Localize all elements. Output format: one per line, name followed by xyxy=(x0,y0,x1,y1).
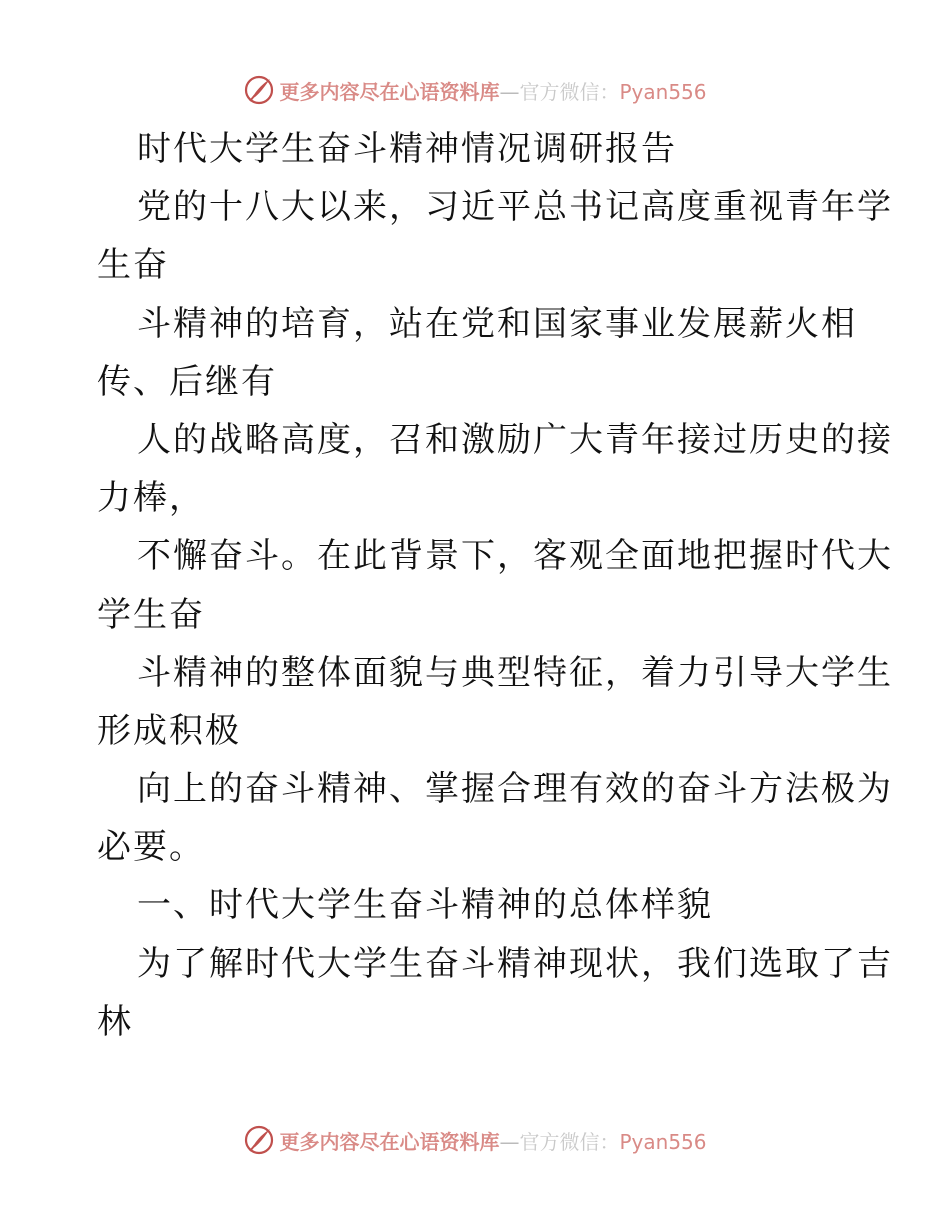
feather-pen-logo-icon xyxy=(243,74,275,106)
paragraph-line: 不懈奋斗。在此背景下，客观全面地把握时代大 xyxy=(137,536,893,577)
banner-brand-text: 更多内容尽在心语资料库 xyxy=(279,79,500,104)
paragraph-line: 形成积极 xyxy=(97,710,241,751)
footer-watermark-banner xyxy=(0,1122,950,1158)
paragraph-line: 学生奋 xyxy=(97,594,205,635)
header-watermark-banner xyxy=(0,72,950,108)
paragraph-line: 传、后继有 xyxy=(97,361,277,402)
paragraph-line: 人的战略高度，召和激励广大青年接过历史的接 xyxy=(137,419,893,460)
document-title: 时代大学生奋斗精神情况调研报告 xyxy=(137,129,677,169)
paragraph-line: 斗精神的培育，站在党和国家事业发展薪火相 xyxy=(137,303,857,344)
section-heading: 一、时代大学生奋斗精神的总体样貌 xyxy=(137,885,713,926)
paragraph-line: 生奋 xyxy=(97,245,169,286)
banner-text xyxy=(279,1126,706,1155)
paragraph-line: 力棒， xyxy=(97,478,205,519)
banner-wechat-label: 官方微信： xyxy=(519,79,620,104)
banner-text xyxy=(279,76,706,105)
paragraph-line: 林 xyxy=(97,1001,133,1042)
banner-wechat-id: Pyan556 xyxy=(619,1129,707,1154)
paragraph-line: 必要。 xyxy=(97,827,205,868)
document-body xyxy=(97,120,893,1051)
banner-separator: — xyxy=(499,79,520,104)
banner-brand-text: 更多内容尽在心语资料库 xyxy=(279,1129,500,1154)
banner-separator: — xyxy=(499,1129,520,1154)
feather-pen-logo-icon xyxy=(243,1124,275,1156)
paragraph-line: 党的十八大以来，习近平总书记高度重视青年学 xyxy=(137,187,893,228)
paragraph-line: 斗精神的整体面貌与典型特征，着力引导大学生 xyxy=(137,652,893,693)
banner-wechat-label: 官方微信： xyxy=(519,1129,620,1154)
paragraph-line: 为了解时代大学生奋斗精神现状，我们选取了吉 xyxy=(137,943,893,984)
paragraph-line: 向上的奋斗精神、掌握合理有效的奋斗方法极为 xyxy=(137,769,893,810)
banner-wechat-id: Pyan556 xyxy=(619,79,707,104)
